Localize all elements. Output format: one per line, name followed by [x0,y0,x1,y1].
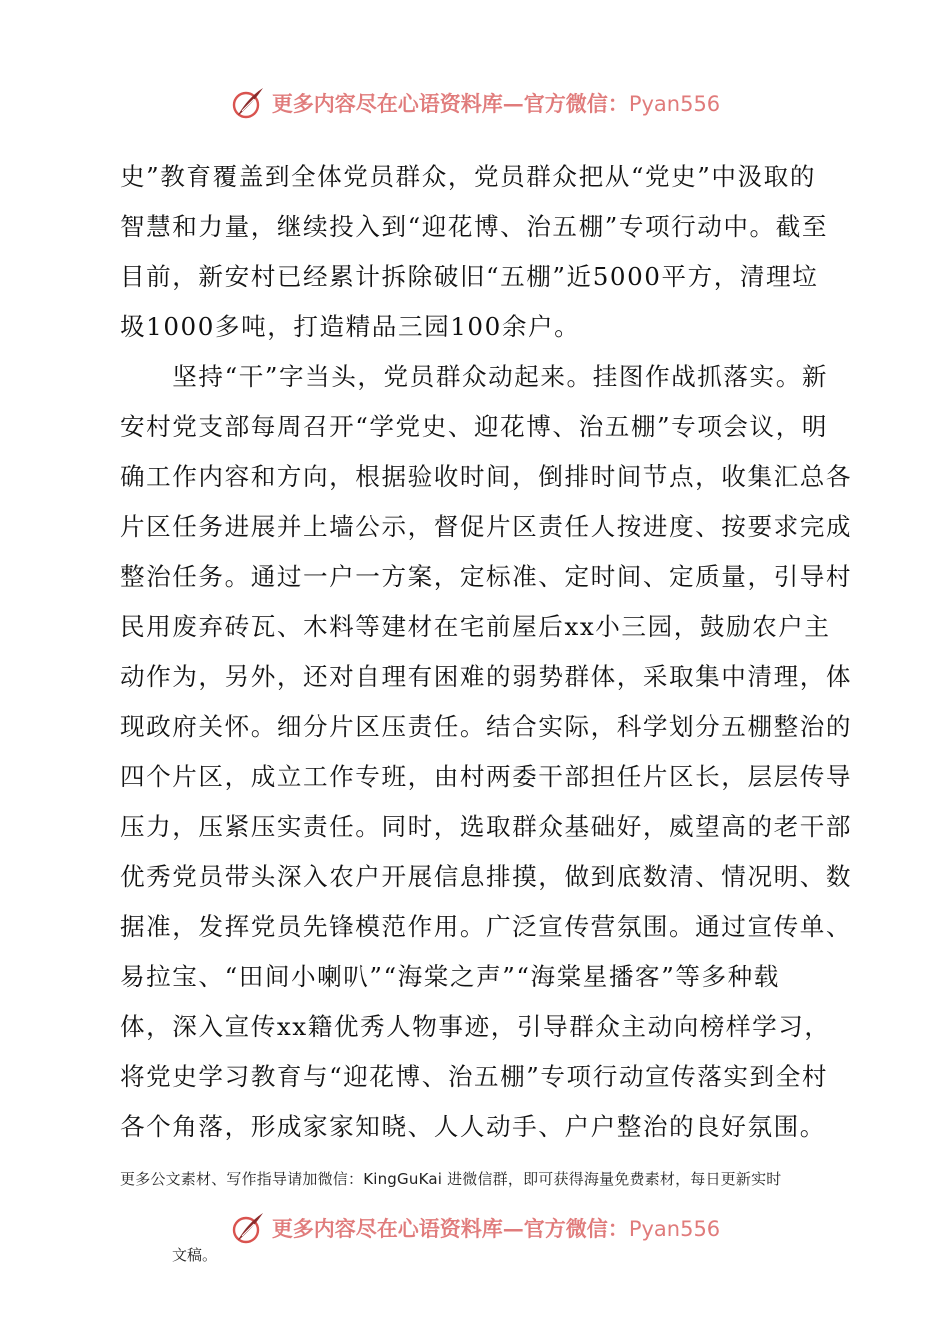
text-line: 各个角落，形成家家知晓、人人动手、户户整治的良好氛围。 [120,1112,826,1141]
text-line: 压力，压紧压实责任。同时，选取群众基础好，威望高的老干部 [120,812,853,841]
text-line: 片区任务进展并上墙公示，督促片区责任人按进度、按要求完成 [120,512,853,541]
text-line: 动作为，另外，还对自理有困难的弱势群体，采取集中清理，体 [120,662,853,691]
text-line: 民用废弃砖瓦、木料等建材在宅前屋后xx小三园，鼓励农户主 [120,612,831,641]
watermark-top [0,83,950,123]
text-line: 确工作内容和方向，根据验收时间，倒排时间节点，收集汇总各 [120,462,853,491]
text-line: 易拉宝、“田间小喇叭”“海棠之声”“海棠星播客”等多种载 [120,962,780,991]
paragraph [120,152,853,1152]
text-line: 整治任务。通过一户一方案，定标准、定时间、定质量，引导村 [120,562,853,591]
footer-note-continued: 文稿。 [172,1246,218,1264]
watermark-text: 更多内容尽在心语资料库—官方微信：Pyan556 [271,1216,721,1241]
watermark-text: 更多内容尽在心语资料库—官方微信：Pyan556 [271,91,721,116]
footer-note: 更多公文素材、写作指导请加微信：KingGuKai 进微信群，即可获得海量免费素材，每日更新实时 [120,1170,782,1188]
watermark-bottom [0,1208,950,1248]
text-line: 优秀党员带头深入农户开展信息排摸，做到底数清、情况明、数 [120,862,853,891]
document-body [120,152,853,1152]
text-line: 据准，发挥党员先锋模范作用。广泛宣传营氛围。通过宣传单、 [120,912,853,941]
quill-logo-icon [230,1210,266,1246]
text-line: 将党史学习教育与“迎花博、治五棚”专项行动宣传落实到全村 [120,1062,828,1091]
text-line: 史”教育覆盖到全体党员群众，党员群众把从“党史”中汲取的 [120,162,816,191]
text-line: 智慧和力量，继续投入到“迎花博、治五棚”专项行动中。截至 [120,212,828,241]
text-line: 安村党支部每周召开“学党史、迎花博、治五棚”专项会议，明 [120,412,828,441]
text-line: 体，深入宣传xx籍优秀人物事迹，引导群众主动向榜样学习， [120,1012,831,1041]
text-line: 现政府关怀。细分片区压责任。结合实际，科学划分五棚整治的 [120,712,853,741]
quill-logo-icon [230,85,266,121]
text-line: 四个片区，成立工作专班，由村两委干部担任片区长，层层传导 [120,762,853,791]
text-line: 坚持“干”字当头，党员群众动起来。挂图作战抓落实。新 [120,362,828,391]
text-line: 目前，新安村已经累计拆除破旧“五棚”近5000平方，清理垃 [120,262,819,291]
text-line: 圾1000多吨，打造精品三园100余户。 [120,312,581,341]
